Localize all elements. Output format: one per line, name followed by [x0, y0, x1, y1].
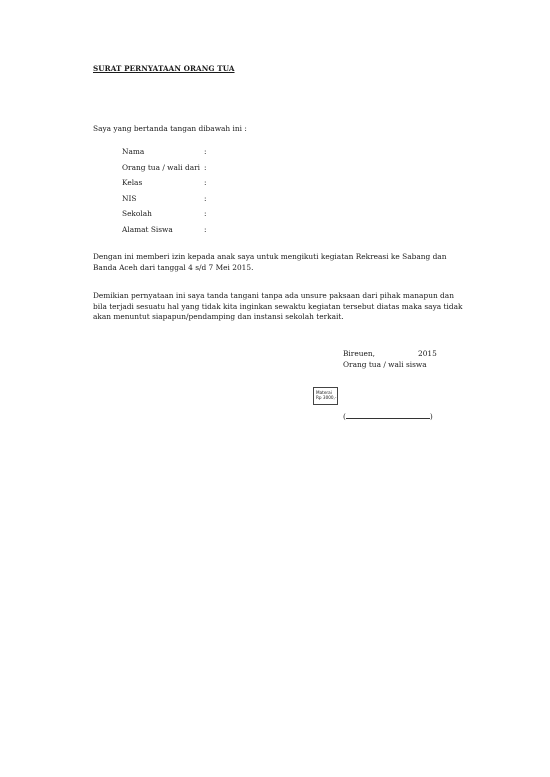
permission-paragraph: Dengan ini memberi izin kepada anak saya untuk mengikuti kegiatan Rekreasi ke Sabang dan Banda Aceh dari tanggal 4 s/d 7 Mei 2015. [93, 252, 447, 272]
field-colon: : [204, 178, 207, 187]
field-label: NIS [122, 193, 137, 203]
intro-text: Saya yang bertanda tangan dibawah ini : [93, 124, 247, 133]
field-label: Kelas [122, 178, 143, 187]
statement-paragraph: Demikian pernyataan ini saya tanda tangani tanpa ada unsure paksaan dari pihak manapun dan bila terjadi sesuatu hal yang tidak kita inginkan sewaktu kegiatan tersebut diatas maka saya tidak akan menuntut siapapun/pendamping dan instansi sekolah terkait. [93, 291, 463, 322]
field-colon: : [204, 193, 207, 203]
stamp-box [313, 387, 338, 405]
field-label: Alamat Siswa [122, 224, 173, 234]
field-colon: : [204, 162, 207, 172]
document-title: SURAT PERNYATAAN ORANG TUA [93, 64, 235, 73]
stamp-label: Materai [316, 389, 332, 395]
signature-role: Orang tua / wali siswa [343, 360, 427, 369]
field-colon: : [204, 209, 207, 218]
field-colon: : [204, 224, 207, 234]
open-paren: ( [343, 412, 346, 421]
signature-place-date [343, 348, 453, 359]
signature-city: Bireuen, [343, 349, 375, 358]
close-paren: ) [429, 412, 433, 421]
stamp-amount: Rp 3000,- [316, 394, 337, 400]
signature-block [343, 348, 453, 370]
signature-line [343, 412, 433, 421]
field-label: Orang tua / wali dari [122, 162, 201, 172]
signature-year: 2015 [418, 349, 437, 358]
field-colon: : [204, 147, 207, 156]
field-label: Nama [122, 147, 145, 156]
field-label: Sekolah [122, 209, 152, 218]
signature-blank [346, 412, 430, 419]
